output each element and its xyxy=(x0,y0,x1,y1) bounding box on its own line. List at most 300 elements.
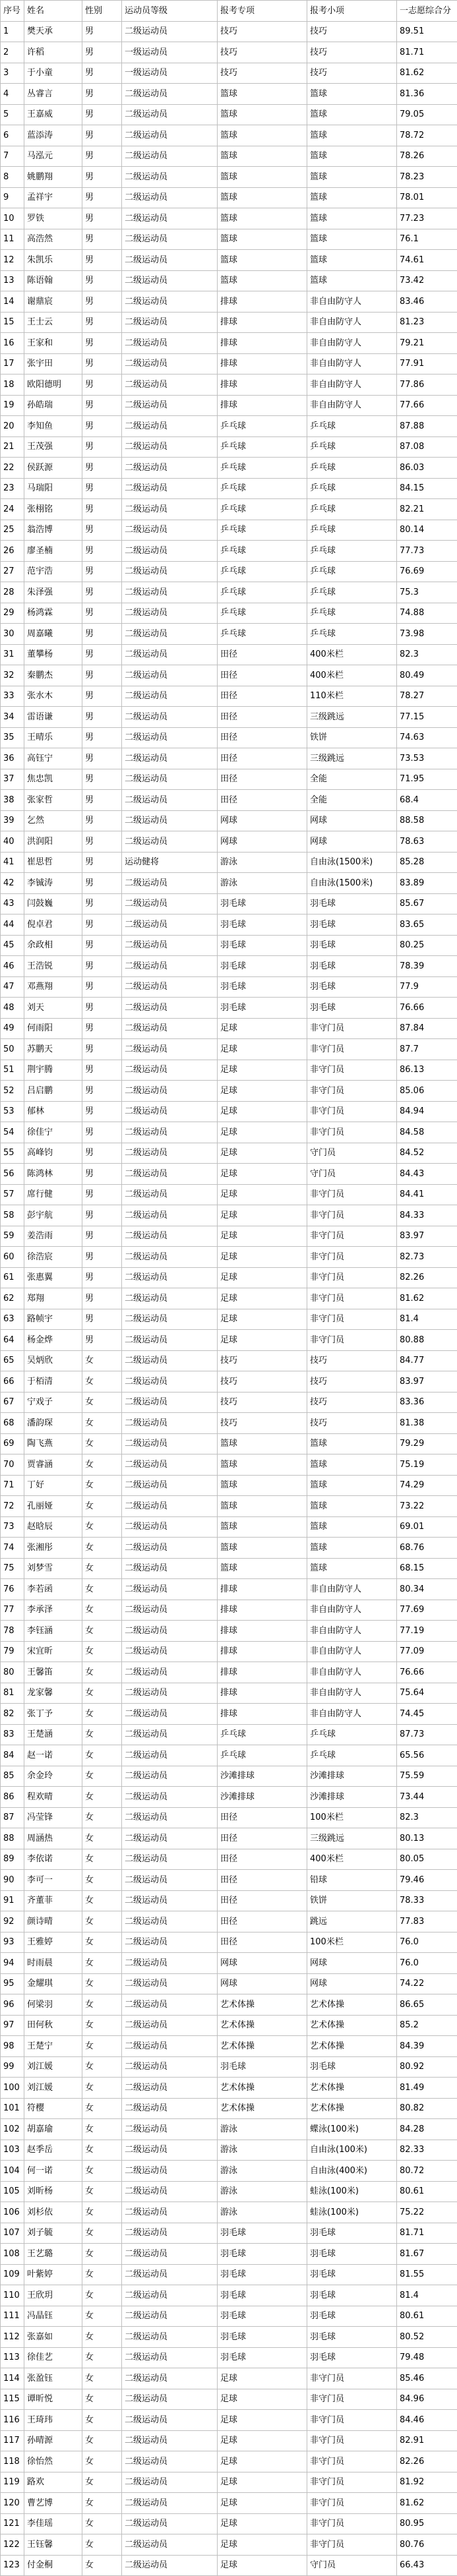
row-athlete-level: 二级运动员 xyxy=(122,208,218,229)
row-gender: 男 xyxy=(82,810,122,831)
row-gender: 男 xyxy=(82,125,122,146)
row-event: 非自由防守人 xyxy=(307,312,397,333)
row-score: 83.89 xyxy=(397,873,457,894)
row-event: 羽毛球 xyxy=(307,2347,397,2368)
row-name: 徐怡然 xyxy=(24,2451,82,2472)
row-sport: 排球 xyxy=(218,395,307,416)
row-gender: 女 xyxy=(82,2327,122,2348)
row-athlete-level: 二级运动员 xyxy=(122,353,218,374)
row-sport: 田径 xyxy=(218,1807,307,1828)
row-name: 孔丽娅 xyxy=(24,1496,82,1517)
row-name: 王士云 xyxy=(24,312,82,333)
table-row xyxy=(1,250,457,271)
row-athlete-level: 二级运动员 xyxy=(122,810,218,831)
row-index: 62 xyxy=(1,1288,24,1309)
row-athlete-level: 二级运动员 xyxy=(122,2430,218,2451)
row-sport: 羽毛球 xyxy=(218,2347,307,2368)
row-score: 79.46 xyxy=(397,1870,457,1891)
row-score: 74.45 xyxy=(397,1704,457,1725)
row-index: 64 xyxy=(1,1330,24,1351)
row-name: 刘昕杨 xyxy=(24,2181,82,2202)
row-sport: 篮球 xyxy=(218,187,307,208)
row-event: 110米栏 xyxy=(307,686,397,707)
row-sport: 排球 xyxy=(218,1579,307,1600)
row-event: 自由泳(1500米) xyxy=(307,852,397,873)
table-row xyxy=(1,270,457,291)
row-index: 18 xyxy=(1,374,24,396)
row-name: 张嘉如 xyxy=(24,2327,82,2348)
row-athlete-level: 二级运动员 xyxy=(122,1579,218,1600)
row-sport: 乒乓球 xyxy=(218,478,307,499)
row-athlete-level: 二级运动员 xyxy=(122,520,218,541)
table-row xyxy=(1,1973,457,1994)
table-row xyxy=(1,831,457,853)
row-index: 100 xyxy=(1,2078,24,2099)
row-gender: 男 xyxy=(82,1205,122,1226)
row-athlete-level: 二级运动员 xyxy=(122,250,218,271)
row-name: 许稻 xyxy=(24,42,82,63)
row-sport: 田径 xyxy=(218,686,307,707)
row-sport: 篮球 xyxy=(218,1475,307,1496)
row-index: 60 xyxy=(1,1247,24,1268)
row-index: 43 xyxy=(1,893,24,914)
table-row xyxy=(1,1205,457,1226)
row-event: 非守门员 xyxy=(307,2430,397,2451)
row-athlete-level: 二级运动员 xyxy=(122,312,218,333)
row-score: 73.98 xyxy=(397,624,457,645)
row-sport: 足球 xyxy=(218,1184,307,1205)
row-sport: 田径 xyxy=(218,644,307,665)
table-row xyxy=(1,1849,457,1870)
row-athlete-level: 二级运动员 xyxy=(122,707,218,728)
row-index: 120 xyxy=(1,2493,24,2514)
row-athlete-level: 二级运动员 xyxy=(122,686,218,707)
row-sport: 游泳 xyxy=(218,873,307,894)
row-name: 吕启鹏 xyxy=(24,1081,82,1102)
row-index: 78 xyxy=(1,1621,24,1642)
row-name: 范宇浩 xyxy=(24,561,82,582)
row-sport: 田径 xyxy=(218,665,307,686)
row-index: 30 xyxy=(1,624,24,645)
row-athlete-level: 二级运动员 xyxy=(122,395,218,416)
row-athlete-level: 二级运动员 xyxy=(122,499,218,520)
table-row xyxy=(1,1828,457,1849)
row-gender: 女 xyxy=(82,2389,122,2410)
row-name: 颜诗晴 xyxy=(24,1911,82,1932)
row-score: 79.05 xyxy=(397,104,457,125)
row-score: 71.95 xyxy=(397,769,457,790)
table-header-row xyxy=(1,1,457,22)
row-gender: 女 xyxy=(82,1641,122,1662)
row-gender: 男 xyxy=(82,312,122,333)
row-index: 89 xyxy=(1,1849,24,1870)
row-index: 11 xyxy=(1,229,24,250)
row-athlete-level: 二级运动员 xyxy=(122,1081,218,1102)
row-event: 非自由防守人 xyxy=(307,1704,397,1725)
table-row xyxy=(1,1807,457,1828)
row-score: 77.73 xyxy=(397,541,457,562)
row-sport: 排球 xyxy=(218,353,307,374)
row-gender: 女 xyxy=(82,2493,122,2514)
row-name: 朱泽强 xyxy=(24,582,82,603)
row-score: 73.53 xyxy=(397,748,457,769)
row-index: 52 xyxy=(1,1081,24,1102)
row-sport: 足球 xyxy=(218,1288,307,1309)
row-score: 81.71 xyxy=(397,2223,457,2244)
row-athlete-level: 二级运动员 xyxy=(122,2534,218,2556)
row-sport: 足球 xyxy=(218,2410,307,2431)
row-index: 49 xyxy=(1,1018,24,1039)
table-row xyxy=(1,1745,457,1766)
row-athlete-level: 二级运动员 xyxy=(122,1226,218,1247)
row-name: 陈语翰 xyxy=(24,270,82,291)
row-event: 自由泳(1500米) xyxy=(307,873,397,894)
row-index: 67 xyxy=(1,1392,24,1413)
row-athlete-level: 二级运动员 xyxy=(122,582,218,603)
row-score: 80.61 xyxy=(397,2306,457,2327)
table-row xyxy=(1,2119,457,2140)
row-athlete-level: 二级运动员 xyxy=(122,1745,218,1766)
row-event: 乒乓球 xyxy=(307,624,397,645)
table-row xyxy=(1,2430,457,2451)
row-event: 非守门员 xyxy=(307,2493,397,2514)
row-name: 周涵热 xyxy=(24,1828,82,1849)
row-athlete-level: 二级运动员 xyxy=(122,873,218,894)
row-index: 72 xyxy=(1,1496,24,1517)
row-score: 79.21 xyxy=(397,333,457,354)
row-gender: 男 xyxy=(82,1081,122,1102)
row-score: 75.64 xyxy=(397,1683,457,1704)
row-athlete-level: 二级运动员 xyxy=(122,374,218,396)
row-sport: 乒乓球 xyxy=(218,1724,307,1745)
row-name: 王琦玮 xyxy=(24,2410,82,2431)
row-name: 刘天 xyxy=(24,998,82,1019)
row-index: 2 xyxy=(1,42,24,63)
row-sport: 技巧 xyxy=(218,42,307,63)
row-sport: 篮球 xyxy=(218,104,307,125)
row-index: 21 xyxy=(1,436,24,458)
table-row xyxy=(1,1122,457,1143)
row-event: 三级跳远 xyxy=(307,1828,397,1849)
row-name: 张家哲 xyxy=(24,790,82,811)
row-score: 65.56 xyxy=(397,1745,457,1766)
row-gender: 男 xyxy=(82,582,122,603)
row-gender: 男 xyxy=(82,1164,122,1185)
row-event: 乒乓球 xyxy=(307,520,397,541)
table-row xyxy=(1,2451,457,2472)
row-athlete-level: 二级运动员 xyxy=(122,2036,218,2057)
table-row xyxy=(1,1496,457,1517)
table-row xyxy=(1,707,457,728)
row-sport: 篮球 xyxy=(218,229,307,250)
row-gender: 女 xyxy=(82,1890,122,1911)
row-score: 84.58 xyxy=(397,1122,457,1143)
row-sport: 田径 xyxy=(218,1932,307,1953)
row-score: 81.92 xyxy=(397,2472,457,2493)
table-row xyxy=(1,2347,457,2368)
row-name: 闫鼓巍 xyxy=(24,893,82,914)
row-index: 74 xyxy=(1,1538,24,1559)
row-event: 非守门员 xyxy=(307,1122,397,1143)
row-index: 1 xyxy=(1,21,24,42)
row-name: 路欢 xyxy=(24,2472,82,2493)
row-athlete-level: 二级运动员 xyxy=(122,21,218,42)
row-athlete-level: 二级运动员 xyxy=(122,1870,218,1891)
row-index: 68 xyxy=(1,1413,24,1434)
row-score: 89.51 xyxy=(397,21,457,42)
row-athlete-level: 一级运动员 xyxy=(122,63,218,84)
row-event: 非自由防守人 xyxy=(307,1579,397,1600)
row-index: 16 xyxy=(1,333,24,354)
row-sport: 足球 xyxy=(218,1226,307,1247)
table-row xyxy=(1,1309,457,1330)
row-index: 25 xyxy=(1,520,24,541)
row-gender: 女 xyxy=(82,1870,122,1891)
table-row xyxy=(1,852,457,873)
row-sport: 网球 xyxy=(218,1953,307,1974)
row-score: 82.73 xyxy=(397,1247,457,1268)
row-score: 82.26 xyxy=(397,2451,457,2472)
row-index: 86 xyxy=(1,1787,24,1808)
row-gender: 男 xyxy=(82,727,122,748)
row-athlete-level: 二级运动员 xyxy=(122,1994,218,2016)
row-score: 78.39 xyxy=(397,956,457,977)
row-athlete-level: 二级运动员 xyxy=(122,1641,218,1662)
row-index: 58 xyxy=(1,1205,24,1226)
row-name: 董攀杨 xyxy=(24,644,82,665)
row-event: 自由泳(400米) xyxy=(307,2161,397,2182)
row-athlete-level: 二级运动员 xyxy=(122,1787,218,1808)
row-score: 80.25 xyxy=(397,935,457,956)
row-event: 非守门员 xyxy=(307,2534,397,2556)
table-row xyxy=(1,499,457,520)
row-name: 杨鸿霖 xyxy=(24,603,82,624)
row-event: 非守门员 xyxy=(307,1081,397,1102)
header-name: 姓名 xyxy=(24,1,82,22)
row-gender: 女 xyxy=(82,2410,122,2431)
row-event: 羽毛球 xyxy=(307,956,397,977)
row-event: 沙滩排球 xyxy=(307,1787,397,1808)
row-name: 李铖涛 xyxy=(24,873,82,894)
row-index: 110 xyxy=(1,2285,24,2306)
row-athlete-level: 二级运动员 xyxy=(122,1849,218,1870)
table-row xyxy=(1,84,457,105)
row-athlete-level: 二级运动员 xyxy=(122,1911,218,1932)
row-sport: 排球 xyxy=(218,1641,307,1662)
row-gender: 女 xyxy=(82,2119,122,2140)
row-sport: 排球 xyxy=(218,1683,307,1704)
row-gender: 男 xyxy=(82,229,122,250)
table-row xyxy=(1,2534,457,2556)
row-name: 谢鼎宸 xyxy=(24,291,82,313)
row-score: 83.65 xyxy=(397,914,457,936)
row-event: 非守门员 xyxy=(307,1330,397,1351)
row-name: 付金桐 xyxy=(24,2555,82,2576)
row-name: 张栩铭 xyxy=(24,499,82,520)
row-score: 84.15 xyxy=(397,478,457,499)
table-row xyxy=(1,686,457,707)
row-event: 蛙泳(100米) xyxy=(307,2202,397,2223)
table-row xyxy=(1,1766,457,1787)
row-sport: 田径 xyxy=(218,769,307,790)
table-row xyxy=(1,1787,457,1808)
row-sport: 艺术体操 xyxy=(218,2036,307,2057)
row-name: 王嘉威 xyxy=(24,104,82,125)
row-event: 400米栏 xyxy=(307,644,397,665)
row-athlete-level: 二级运动员 xyxy=(122,270,218,291)
row-event: 羽毛球 xyxy=(307,914,397,936)
row-name: 秦鹏杰 xyxy=(24,665,82,686)
row-index: 87 xyxy=(1,1807,24,1828)
row-name: 王浩锐 xyxy=(24,956,82,977)
row-index: 38 xyxy=(1,790,24,811)
row-index: 95 xyxy=(1,1973,24,1994)
row-name: 焦忠凯 xyxy=(24,769,82,790)
row-index: 117 xyxy=(1,2430,24,2451)
row-athlete-level: 二级运动员 xyxy=(122,1538,218,1559)
row-score: 76.66 xyxy=(397,998,457,1019)
row-index: 48 xyxy=(1,998,24,1019)
row-athlete-level: 二级运动员 xyxy=(122,998,218,1019)
row-event: 非守门员 xyxy=(307,2410,397,2431)
table-row xyxy=(1,1267,457,1288)
table-row xyxy=(1,42,457,63)
row-sport: 篮球 xyxy=(218,167,307,188)
row-score: 81.67 xyxy=(397,2244,457,2265)
row-score: 75.59 xyxy=(397,1766,457,1787)
header-sport: 报考专项 xyxy=(218,1,307,22)
row-gender: 女 xyxy=(82,2098,122,2119)
row-sport: 篮球 xyxy=(218,270,307,291)
row-gender: 女 xyxy=(82,1973,122,1994)
row-event: 技巧 xyxy=(307,1392,397,1413)
row-index: 71 xyxy=(1,1475,24,1496)
row-gender: 男 xyxy=(82,935,122,956)
row-gender: 女 xyxy=(82,1538,122,1559)
row-gender: 女 xyxy=(82,1496,122,1517)
row-sport: 篮球 xyxy=(218,250,307,271)
table-row xyxy=(1,2327,457,2348)
row-name: 荆宇腾 xyxy=(24,1060,82,1081)
row-name: 余金玲 xyxy=(24,1766,82,1787)
row-athlete-level: 二级运动员 xyxy=(122,1724,218,1745)
row-name: 冯莹锋 xyxy=(24,1807,82,1828)
row-index: 79 xyxy=(1,1641,24,1662)
row-score: 68.76 xyxy=(397,1538,457,1559)
row-sport: 排球 xyxy=(218,1600,307,1621)
row-athlete-level: 二级运动员 xyxy=(122,1433,218,1454)
row-index: 92 xyxy=(1,1911,24,1932)
row-name: 贾睿涵 xyxy=(24,1454,82,1476)
row-index: 12 xyxy=(1,250,24,271)
row-name: 马瑞阳 xyxy=(24,478,82,499)
table-row xyxy=(1,2223,457,2244)
table-row xyxy=(1,603,457,624)
row-index: 99 xyxy=(1,2056,24,2078)
row-name: 彭宇航 xyxy=(24,1205,82,1226)
table-row xyxy=(1,790,457,811)
row-event: 全能 xyxy=(307,790,397,811)
row-gender: 男 xyxy=(82,21,122,42)
row-name: 雷语谦 xyxy=(24,707,82,728)
row-sport: 羽毛球 xyxy=(218,2244,307,2265)
row-score: 81.49 xyxy=(397,2078,457,2099)
row-index: 75 xyxy=(1,1558,24,1579)
row-event: 网球 xyxy=(307,1973,397,1994)
row-gender: 女 xyxy=(82,1994,122,2016)
row-event: 非自由防守人 xyxy=(307,374,397,396)
row-sport: 足球 xyxy=(218,1039,307,1060)
table-row xyxy=(1,1060,457,1081)
row-name: 王晴乐 xyxy=(24,727,82,748)
row-name: 时雨晨 xyxy=(24,1953,82,1974)
table-row xyxy=(1,2472,457,2493)
row-score: 84.33 xyxy=(397,1205,457,1226)
row-gender: 女 xyxy=(82,2472,122,2493)
table-row xyxy=(1,727,457,748)
row-sport: 技巧 xyxy=(218,63,307,84)
row-event: 自由泳(100米) xyxy=(307,2140,397,2161)
row-index: 80 xyxy=(1,1662,24,1683)
row-gender: 男 xyxy=(82,561,122,582)
row-athlete-level: 二级运动员 xyxy=(122,1973,218,1994)
row-athlete-level: 二级运动员 xyxy=(122,1267,218,1288)
row-index: 29 xyxy=(1,603,24,624)
row-athlete-level: 二级运动员 xyxy=(122,2410,218,2431)
row-sport: 排球 xyxy=(218,374,307,396)
row-score: 76.1 xyxy=(397,229,457,250)
row-gender: 女 xyxy=(82,2264,122,2285)
row-sport: 乒乓球 xyxy=(218,624,307,645)
table-row xyxy=(1,395,457,416)
row-name: 欧阳德明 xyxy=(24,374,82,396)
row-gender: 女 xyxy=(82,2555,122,2576)
row-name: 王艺璐 xyxy=(24,2244,82,2265)
row-name: 符樱 xyxy=(24,2098,82,2119)
row-sport: 足球 xyxy=(218,1018,307,1039)
row-gender: 男 xyxy=(82,187,122,208)
row-athlete-level: 二级运动员 xyxy=(122,2306,218,2327)
row-index: 82 xyxy=(1,1704,24,1725)
row-gender: 男 xyxy=(82,998,122,1019)
row-index: 90 xyxy=(1,1870,24,1891)
row-athlete-level: 二级运动员 xyxy=(122,541,218,562)
row-index: 50 xyxy=(1,1039,24,1060)
row-name: 冯晶钰 xyxy=(24,2306,82,2327)
row-event: 非守门员 xyxy=(307,1205,397,1226)
row-athlete-level: 二级运动员 xyxy=(122,1122,218,1143)
header-score: 一志愿综合分 xyxy=(397,1,457,22)
row-score: 83.97 xyxy=(397,1226,457,1247)
row-athlete-level: 二级运动员 xyxy=(122,603,218,624)
row-gender: 女 xyxy=(82,1787,122,1808)
row-score: 78.23 xyxy=(397,167,457,188)
row-name: 曹艺博 xyxy=(24,2493,82,2514)
row-score: 81.62 xyxy=(397,63,457,84)
row-score: 88.58 xyxy=(397,810,457,831)
table-row xyxy=(1,748,457,769)
row-index: 111 xyxy=(1,2306,24,2327)
row-index: 28 xyxy=(1,582,24,603)
row-sport: 足球 xyxy=(218,2534,307,2556)
row-name: 郑翔 xyxy=(24,1288,82,1309)
row-event: 篮球 xyxy=(307,1516,397,1538)
row-gender: 女 xyxy=(82,1516,122,1538)
row-athlete-level: 二级运动员 xyxy=(122,125,218,146)
row-gender: 女 xyxy=(82,1724,122,1745)
row-sport: 艺术体操 xyxy=(218,2015,307,2036)
row-name: 赵季岳 xyxy=(24,2140,82,2161)
